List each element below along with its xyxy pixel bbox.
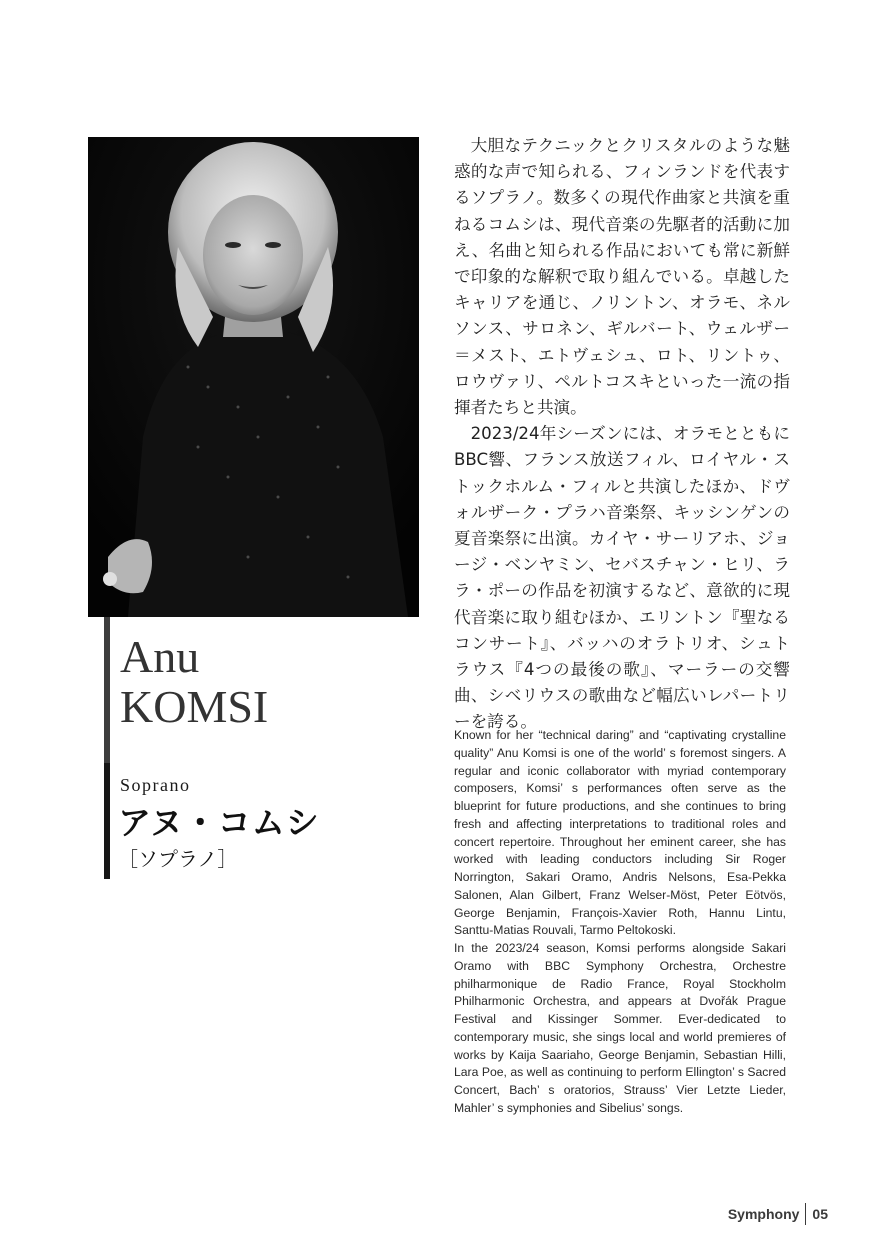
page-number: 05 — [812, 1206, 828, 1222]
accent-rule-lower — [104, 763, 110, 879]
portrait-illustration — [88, 137, 419, 617]
bio-jp-paragraph-2: 2023/24年シーズンには、オラモとともにBBC響、フランス放送フィル、ロイヤル・ストックホルム・フィルと共演したほか、ドヴォルザーク・プラハ音楽祭、キッシンゲンの夏音楽祭に出演。カイヤ・サーリアホ、ジョージ・ベンヤミン、セバスチャン・ヒリ、ララ・ポーの作品を初演するなど、意欲的に現代音楽に取り組むほか、エリントン『聖なるコンサート』、バッハのオラトリオ、シュトラウス『4つの最後の歌』、マーラーの交響曲、シベリウスの歌曲など幅広いレパートリーを誇る。 — [454, 424, 790, 732]
artist-role-en: Soprano — [120, 775, 191, 795]
page-footer — [728, 1203, 828, 1225]
bio-en-paragraph-2: In the 2023/24 season, Komsi performs alongside Sakari Oramo with BBC Symphony Orchestra, Orchestre philharmonique de Radio France, Royal Stockholm Philharmonic Orchestra, and appears at Dvořák Prague Festival and Kissinger Sommer. Ever-dedicated to contemporary music, she sings local and world premieres of works by Kaija Saariaho, George Benjamin, Sebastian Hilli, Lara Poe, as well as continuing to perform Ellington’ s Sacred Concert, Bach’ s oratorios, Strauss’ Vier Letzte Lieder, Mahler’ s symphonies and Sibelius’ songs. — [454, 941, 786, 1115]
artist-name-en — [120, 632, 420, 732]
artist-portrait-photo — [88, 137, 419, 617]
artist-last-name: KOMSI — [120, 681, 269, 732]
accent-rule-upper — [104, 617, 110, 763]
bio-en-paragraph-1: Known for her “technical daring” and “captivating crystalline quality” Anu Komsi is one of the world’ s foremost singers. A regular and iconic collaborator with myriad contemporary composers, Komsi’ s performances often serve as the blueprint for future productions, and she continues to bring fresh and affecting interpretations to traditional roles and concert repertoire. Throughout her eminent career, she has worked with leading conductors including Sir Roger Norrington, Sakari Oramo, Andris Nelsons, Esa-Pekka Salonen, Alan Gilbert, Franz Welser-Möst, Peter Eötvös, George Benjamin, François-Xavier Roth, Hannu Lintu, Santtu-Matias Rouvali, Tarmo Peltokoski. — [454, 728, 786, 938]
footer-section-label: Symphony — [727, 1206, 800, 1222]
biography-english — [454, 727, 786, 1118]
artist-role-jp: ［ソプラノ］ — [118, 847, 238, 871]
footer-divider — [805, 1203, 806, 1225]
artist-first-name: Anu — [120, 631, 200, 682]
biography-japanese — [454, 133, 790, 736]
artist-name-jp: アヌ・コムシ — [118, 803, 320, 842]
bio-jp-paragraph-1: 大胆なテクニックとクリスタルのような魅惑的な声で知られる、フィンランドを代表するソプラノ。数多くの現代作曲家と共演を重ねるコムシは、現代音楽の先駆者的活動に加え、名曲と知られる作品においても常に新鮮で印象的な解釈で取り組んでいる。卓越したキャリアを通じ、ノリントン、オラモ、ネルソンス、サロネン、ギルバート、ウェルザー＝メスト、エトヴェシュ、ロト、リントゥ、ロウヴァリ、ペルトコスキといった一流の指揮者たちと共演。 — [454, 136, 790, 418]
